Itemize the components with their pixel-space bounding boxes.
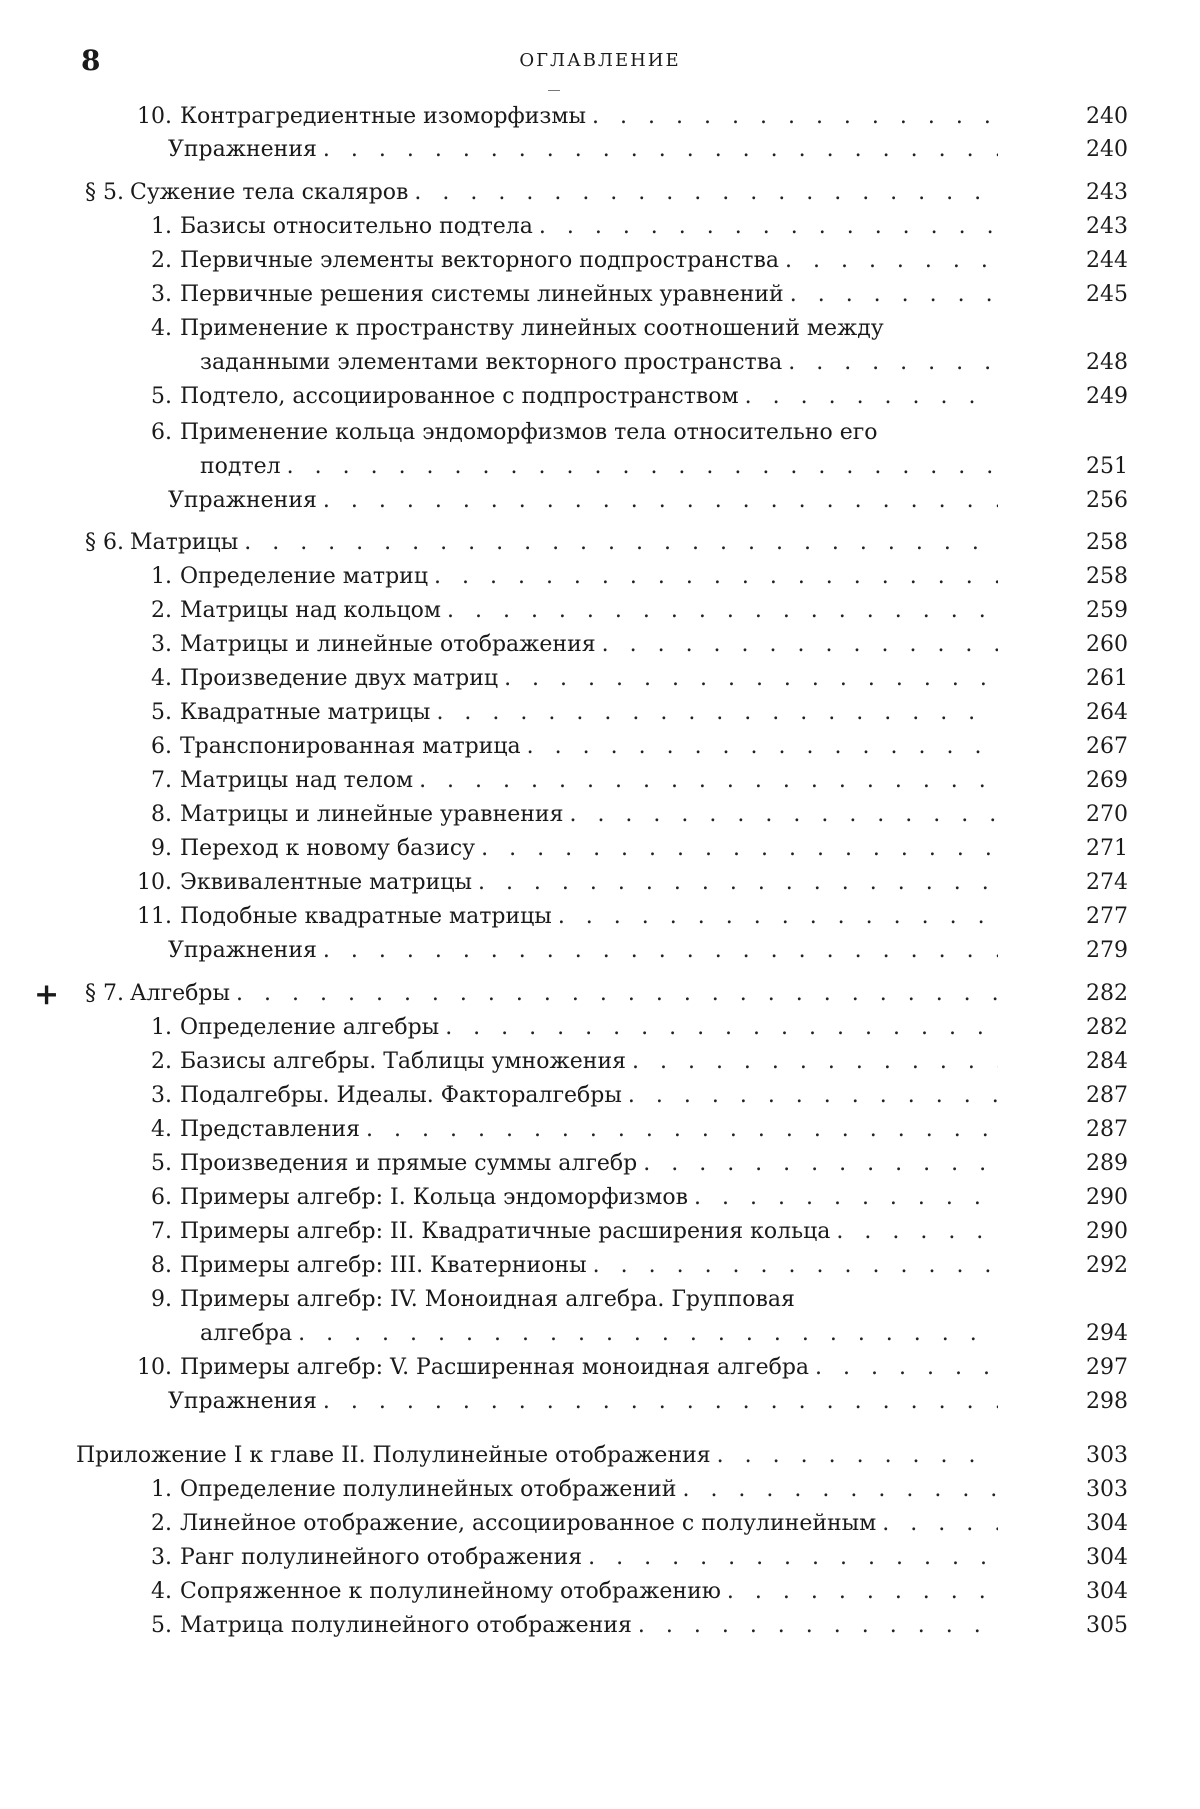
toc-entry bbox=[0, 1317, 1200, 1351]
toc-entry-number: § 6. bbox=[70, 526, 124, 560]
toc-entry-title: Примеры алгебр: III. Кватернионы bbox=[180, 1249, 587, 1283]
dot-leader: . . . . . . . . . . . . . . . . . . . . bbox=[441, 594, 998, 628]
toc-entry-title: Сужение тела скаляров bbox=[130, 176, 408, 210]
toc-entry bbox=[0, 210, 1200, 244]
toc-entry bbox=[0, 244, 1200, 278]
toc-entry-title: алгебра bbox=[200, 1317, 292, 1351]
toc-entry-number: 9. bbox=[132, 1283, 172, 1317]
toc-entry bbox=[0, 866, 1200, 900]
toc-entry-page: 303 bbox=[1050, 1439, 1128, 1473]
toc-entry-title: Матрицы и линейные уравнения bbox=[180, 798, 563, 832]
toc-entry-page: 244 bbox=[1050, 244, 1128, 278]
toc-entry-number: 2. bbox=[132, 1045, 172, 1079]
toc-entry-title: Матрицы и линейные отображения bbox=[180, 628, 596, 662]
toc-entry-page: 243 bbox=[1050, 176, 1128, 210]
toc-entry-number: 1. bbox=[132, 560, 172, 594]
dot-leader: . . . . . . . bbox=[784, 278, 998, 312]
toc-entry-page: 298 bbox=[1050, 1385, 1128, 1419]
toc-entry bbox=[0, 1541, 1200, 1575]
toc-entry-title: Базисы алгебры. Таблицы умножения bbox=[180, 1045, 626, 1079]
toc-entry-title: Упражнения bbox=[168, 133, 317, 167]
dot-leader: . . . . . . . . . . . . . . . . . . . . . . . . bbox=[317, 934, 998, 968]
toc-entry-number: 2. bbox=[132, 1507, 172, 1541]
toc-entry-page: 277 bbox=[1050, 900, 1128, 934]
dot-leader: . . . . . . . . . . . . . . . . . . . . bbox=[430, 696, 998, 730]
dot-leader: . . . . . . . . . . . . . . . . . . . . . . . bbox=[360, 1113, 998, 1147]
toc-entry-title: Линейное отображение, ассоциированное с полулинейным bbox=[180, 1507, 876, 1541]
toc-entry-number: § 7. bbox=[70, 977, 124, 1011]
toc-entry-page: 292 bbox=[1050, 1249, 1128, 1283]
toc-entry-number: 3. bbox=[132, 1079, 172, 1113]
toc-entry-page: 287 bbox=[1050, 1113, 1128, 1147]
dot-leader: . . . . . . . . . . . . . . . bbox=[563, 798, 998, 832]
toc-entry bbox=[0, 1385, 1200, 1419]
toc-entry-title: Упражнения bbox=[168, 484, 317, 518]
toc-entry bbox=[0, 176, 1200, 210]
dot-leader: . . . . . . . . . . bbox=[721, 1575, 998, 1609]
toc-entry-title: Определение матриц bbox=[180, 560, 428, 594]
toc-entry-page: 303 bbox=[1050, 1473, 1128, 1507]
toc-entry bbox=[0, 1181, 1200, 1215]
toc-entry-title: заданными элементами векторного пространства bbox=[200, 346, 782, 380]
dot-leader: . . . . . . . . . . . . . . . . . bbox=[521, 730, 998, 764]
page-number: 8 bbox=[81, 44, 100, 77]
toc-entry bbox=[0, 1045, 1200, 1079]
dot-leader: . . . . . . . . . . . . . . . . . . . . bbox=[428, 560, 998, 594]
dot-leader: . . . . . . . bbox=[809, 1351, 998, 1385]
toc-entry-title: подтел bbox=[200, 450, 281, 484]
dot-leader: . . . . . . . . . . . . . . . . bbox=[552, 900, 998, 934]
toc-entry-title: Упражнения bbox=[168, 1385, 317, 1419]
toc-entry-title: Примеры алгебр: IV. Моноидная алгебра. Групповая bbox=[180, 1283, 795, 1317]
toc-entry bbox=[0, 1473, 1200, 1507]
dot-leader: . . . . . . . . . . . . . . . . . . . bbox=[472, 866, 998, 900]
dot-leader: . . . . . . . . . . . . . . . bbox=[586, 100, 998, 134]
toc-entry-page: 258 bbox=[1050, 560, 1128, 594]
toc-entry-number: 10. bbox=[132, 866, 172, 900]
toc-entry-number: 5. bbox=[132, 1147, 172, 1181]
toc-entry-title: Произведения и прямые суммы алгебр bbox=[180, 1147, 637, 1181]
toc-entry-page: 271 bbox=[1050, 832, 1128, 866]
toc-entry-title: Подобные квадратные матрицы bbox=[180, 900, 552, 934]
toc-entry bbox=[0, 100, 1200, 134]
toc-entry bbox=[0, 450, 1200, 484]
toc-entry-number: 7. bbox=[132, 764, 172, 798]
toc-entry-number: 5. bbox=[132, 380, 172, 414]
toc-entry bbox=[0, 696, 1200, 730]
toc-entry bbox=[0, 832, 1200, 866]
toc-entry bbox=[0, 1507, 1200, 1541]
dot-leader: . . . . . . . . . . . . . bbox=[622, 1079, 998, 1113]
toc-entry-title: Транспонированная матрица bbox=[180, 730, 521, 764]
toc-entry-page: 270 bbox=[1050, 798, 1128, 832]
toc-entry bbox=[0, 380, 1200, 414]
toc-entry bbox=[0, 1011, 1200, 1045]
toc-entry-title: Произведение двух матриц bbox=[180, 662, 498, 696]
toc-entry-number: 1. bbox=[132, 210, 172, 244]
toc-entry-number: 3. bbox=[132, 628, 172, 662]
dot-leader: . . . . . . . . . . . . . . . . bbox=[533, 210, 998, 244]
toc-entry-title: Подалгебры. Идеалы. Факторалгебры bbox=[180, 1079, 622, 1113]
dot-leader: . . . . . . . . . . . . . . . . . . . bbox=[475, 832, 998, 866]
toc-entry-page: 264 bbox=[1050, 696, 1128, 730]
toc-entry-page: 287 bbox=[1050, 1079, 1128, 1113]
dot-leader: . . . . . . . . . . bbox=[711, 1439, 998, 1473]
toc-entry-number: 3. bbox=[132, 1541, 172, 1575]
toc-entry bbox=[0, 798, 1200, 832]
toc-entry-title: Представления bbox=[180, 1113, 360, 1147]
toc-entry-title: Приложение I к главе II. Полулинейные отображения bbox=[76, 1439, 711, 1473]
toc-entry-number: 4. bbox=[132, 312, 172, 346]
toc-entry-number: 8. bbox=[132, 798, 172, 832]
toc-entry bbox=[0, 1215, 1200, 1249]
toc-entry bbox=[0, 730, 1200, 764]
dot-leader: . . . . . . . . . . . . . . . . . . . . . . . . . bbox=[292, 1317, 998, 1351]
toc-entry-title: Матрицы над кольцом bbox=[180, 594, 441, 628]
toc-entry-number: 5. bbox=[132, 696, 172, 730]
toc-entry-title: Определение полулинейных отображений bbox=[180, 1473, 676, 1507]
toc-entry-number: 2. bbox=[132, 244, 172, 278]
toc-entry-title: Первичные элементы векторного подпространства bbox=[180, 244, 779, 278]
toc-entry-page: 249 bbox=[1050, 380, 1128, 414]
toc-entry-number: 1. bbox=[132, 1011, 172, 1045]
toc-entry-page: 294 bbox=[1050, 1317, 1128, 1351]
dot-leader: . . . . . . . . . . . . . . . bbox=[582, 1541, 998, 1575]
toc-entry-title: Применение кольца эндоморфизмов тела относительно его bbox=[180, 416, 878, 450]
dot-leader: . . . . . . . . . . . . . . . . . . . . . . . . bbox=[317, 133, 998, 167]
dot-leader: . . . . . . . . . . . . . . . . . . . . . bbox=[408, 176, 998, 210]
header-rule bbox=[548, 90, 560, 91]
toc-entry bbox=[0, 1113, 1200, 1147]
toc-entry-number: 1. bbox=[132, 1473, 172, 1507]
toc-entry-page: 274 bbox=[1050, 866, 1128, 900]
toc-entry-title: Применение к пространству линейных соотношений между bbox=[180, 312, 884, 346]
dot-leader: . . . . . . . . . . . bbox=[688, 1181, 998, 1215]
dot-leader: . . . . . . bbox=[830, 1215, 998, 1249]
toc-entry-page: 240 bbox=[1050, 100, 1128, 134]
toc-entry-title: Упражнения bbox=[168, 934, 317, 968]
toc-entry bbox=[0, 346, 1200, 380]
toc-entry-number: 10. bbox=[132, 1351, 172, 1385]
dot-leader: . . . . . . . . . . . . . . . bbox=[587, 1249, 998, 1283]
toc-entry-page: 259 bbox=[1050, 594, 1128, 628]
dot-leader: . . . . . . . . bbox=[782, 346, 998, 380]
toc-entry-title: Матрицы bbox=[130, 526, 238, 560]
toc-entry bbox=[0, 1147, 1200, 1181]
dot-leader: . . . . . . . . . . . . . . . . . . . . . . . . . . . bbox=[238, 526, 998, 560]
toc-entry-number: 5. bbox=[132, 1609, 172, 1643]
toc-entry-title: Матрица полулинейного отображения bbox=[180, 1609, 632, 1643]
dot-leader: . . . . . . . . . . . . . . . . . . . . . . . . . . . bbox=[230, 977, 998, 1011]
dot-leader: . . . . . . . . . . . . . . . . . . . . . . . . . bbox=[281, 450, 998, 484]
toc-entry-number: 7. bbox=[132, 1215, 172, 1249]
toc-entry-page: 269 bbox=[1050, 764, 1128, 798]
toc-entry-page: 305 bbox=[1050, 1609, 1128, 1643]
toc-entry-title: Примеры алгебр: I. Кольца эндоморфизмов bbox=[180, 1181, 688, 1215]
toc-entry bbox=[0, 1439, 1200, 1473]
toc-entry bbox=[0, 312, 1200, 346]
toc-entry-number: 6. bbox=[132, 416, 172, 450]
toc-entry bbox=[0, 416, 1200, 450]
dot-leader: . . . . . . . . . . . . . . . . . . bbox=[498, 662, 998, 696]
toc-entry-page: 258 bbox=[1050, 526, 1128, 560]
toc-entry-title: Примеры алгебр: V. Расширенная моноидная алгебра bbox=[180, 1351, 809, 1385]
toc-entry-number: 11. bbox=[132, 900, 172, 934]
toc-entry-title: Матрицы над телом bbox=[180, 764, 413, 798]
toc-entry-number: 8. bbox=[132, 1249, 172, 1283]
dot-leader: . . . . . . . . . . . . . . . . . . . . . . . . bbox=[317, 484, 998, 518]
toc-entry-page: 304 bbox=[1050, 1507, 1128, 1541]
toc-entry bbox=[0, 1283, 1200, 1317]
toc-entry-number: 6. bbox=[132, 1181, 172, 1215]
toc-entry-title: Первичные решения системы линейных уравнений bbox=[180, 278, 784, 312]
toc-entry-page: 251 bbox=[1050, 450, 1128, 484]
toc-entry-page: 279 bbox=[1050, 934, 1128, 968]
toc-entry-page: 282 bbox=[1050, 977, 1128, 1011]
toc-entry bbox=[0, 977, 1200, 1011]
margin-plus-mark: + bbox=[34, 978, 59, 1012]
toc-entry-title: Примеры алгебр: II. Квадратичные расширения кольца bbox=[180, 1215, 830, 1249]
toc-entry-number: 4. bbox=[132, 1113, 172, 1147]
toc-entry-title: Базисы относительно подтела bbox=[180, 210, 533, 244]
toc-entry-number: 9. bbox=[132, 832, 172, 866]
toc-entry bbox=[0, 628, 1200, 662]
toc-entry-page: 284 bbox=[1050, 1045, 1128, 1079]
toc-entry bbox=[0, 1079, 1200, 1113]
toc-entry bbox=[0, 662, 1200, 696]
toc-entry-number: 4. bbox=[132, 662, 172, 696]
toc-entry-page: 304 bbox=[1050, 1541, 1128, 1575]
toc-entry-title: Ранг полулинейного отображения bbox=[180, 1541, 582, 1575]
toc-entry-title: Сопряженное к полулинейному отображению bbox=[180, 1575, 721, 1609]
toc-entry bbox=[0, 278, 1200, 312]
dot-leader: . . . . . . . . . . . bbox=[676, 1473, 998, 1507]
toc-entry-number: § 5. bbox=[70, 176, 124, 210]
toc-entry-page: 245 bbox=[1050, 278, 1128, 312]
dot-leader: . . . . bbox=[876, 1507, 998, 1541]
toc-entry bbox=[0, 133, 1200, 167]
toc-entry-page: 282 bbox=[1050, 1011, 1128, 1045]
toc-entry bbox=[0, 594, 1200, 628]
toc-entry-title: Квадратные матрицы bbox=[180, 696, 430, 730]
toc-entry-page: 240 bbox=[1050, 133, 1128, 167]
dot-leader: . . . . . . . . . . . . . bbox=[626, 1045, 998, 1079]
toc-entry-page: 248 bbox=[1050, 346, 1128, 380]
toc-entry bbox=[0, 560, 1200, 594]
dot-leader: . . . . . . . . . . . . . bbox=[632, 1609, 998, 1643]
running-title: ОГЛАВЛЕНИЕ bbox=[0, 50, 1200, 71]
toc-entry bbox=[0, 900, 1200, 934]
toc-entry-title: Подтело, ассоциированное с подпространством bbox=[180, 380, 739, 414]
toc-entry-number: 10. bbox=[132, 100, 172, 134]
toc-entry bbox=[0, 1609, 1200, 1643]
toc-entry bbox=[0, 934, 1200, 968]
toc-entry-title: Алгебры bbox=[130, 977, 230, 1011]
dot-leader: . . . . . . . . . bbox=[739, 380, 998, 414]
toc-entry-page: 261 bbox=[1050, 662, 1128, 696]
toc-entry bbox=[0, 1351, 1200, 1385]
toc-entry bbox=[0, 764, 1200, 798]
toc-entry bbox=[0, 526, 1200, 560]
toc-entry bbox=[0, 484, 1200, 518]
toc-entry-page: 256 bbox=[1050, 484, 1128, 518]
toc-entry-number: 2. bbox=[132, 594, 172, 628]
toc-entry-title: Определение алгебры bbox=[180, 1011, 439, 1045]
toc-entry-number: 3. bbox=[132, 278, 172, 312]
toc-entry-title: Переход к новому базису bbox=[180, 832, 475, 866]
toc-entry-number: 6. bbox=[132, 730, 172, 764]
dot-leader: . . . . . . . . . . . . . . bbox=[596, 628, 998, 662]
toc-entry-number: 4. bbox=[132, 1575, 172, 1609]
dot-leader: . . . . . . . . . . . . . . . . . . . . . bbox=[413, 764, 998, 798]
toc-entry-page: 289 bbox=[1050, 1147, 1128, 1181]
toc-entry-page: 290 bbox=[1050, 1181, 1128, 1215]
toc-entry-page: 243 bbox=[1050, 210, 1128, 244]
toc-entry-page: 297 bbox=[1050, 1351, 1128, 1385]
dot-leader: . . . . . . . . . . . . . bbox=[637, 1147, 998, 1181]
toc-entry-title: Контрагредиентные изоморфизмы bbox=[180, 100, 586, 134]
toc-entry-page: 304 bbox=[1050, 1575, 1128, 1609]
toc-entry bbox=[0, 1575, 1200, 1609]
toc-entry-page: 267 bbox=[1050, 730, 1128, 764]
dot-leader: . . . . . . . . bbox=[779, 244, 998, 278]
toc-entry-page: 290 bbox=[1050, 1215, 1128, 1249]
toc-entry-title: Эквивалентные матрицы bbox=[180, 866, 472, 900]
dot-leader: . . . . . . . . . . . . . . . . . . . . bbox=[439, 1011, 998, 1045]
dot-leader: . . . . . . . . . . . . . . . . . . . . . . . . bbox=[317, 1385, 998, 1419]
toc-entry bbox=[0, 1249, 1200, 1283]
toc-entry-page: 260 bbox=[1050, 628, 1128, 662]
